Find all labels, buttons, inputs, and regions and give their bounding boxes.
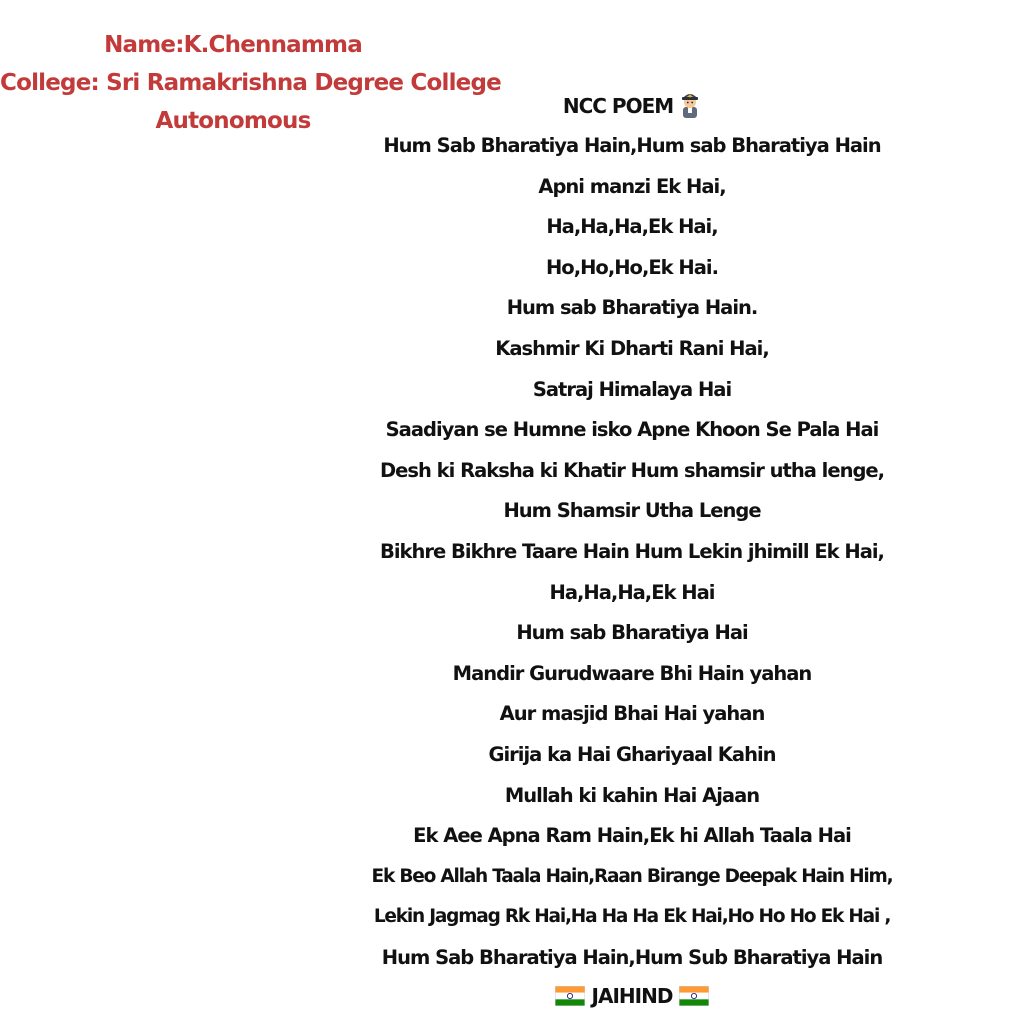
college-name: College: Sri Ramakrishna Degree College: [0, 70, 501, 96]
poem: [300, 86, 964, 1014]
poem-line: Hum sab Bharatiya Hai: [516, 621, 748, 645]
poem-line: Ek Aee Apna Ram Hain,Ek hi Allah Taala Hai: [413, 824, 851, 848]
poem-line: Hum Sab Bharatiya Hain,Hum sab Bharatiya Hain: [383, 134, 881, 157]
poem-line: Hum Sab Bharatiya Hain,Hum Sub Bharatiya Hain: [381, 945, 883, 969]
poem-line: Saadiyan se Humne isko Apne Khoon Se Pala Hai: [385, 418, 879, 442]
poem-line: Ek Beo Allah Taala Hain,Raan Birange Deepak Hain Him,: [371, 865, 893, 887]
poem-line: Kashmir Ki Dharti Rani Hai,: [495, 336, 769, 360]
poem-line: Girija ka Hai Ghariyaal Kahin: [488, 742, 776, 766]
poem-line: Ha,Ha,Ha,Ek Hai: [549, 580, 715, 604]
poem-line: Mandir Gurudwaare Bhi Hain yahan: [452, 661, 812, 685]
author-name: Name:K.Chennamma: [104, 32, 362, 58]
poem-line: Hum sab Bharatiya Hain.: [506, 296, 758, 320]
cadet-emoji-icon: [679, 92, 701, 118]
poem-line: Desh ki Raksha ki Khatir Hum shamsir utha lenge,: [379, 458, 885, 482]
poem-title: NCC POEM: [562, 94, 674, 118]
poem-line: Mullah ki kahin Hai Ajaan: [504, 783, 760, 807]
college-status: Autonomous: [155, 108, 311, 134]
poem-line: Satraj Himalaya Hai: [532, 377, 732, 401]
poem-line: Hum Shamsir Utha Lenge: [503, 499, 761, 523]
closing-row: [300, 978, 964, 1014]
poem-line: Aur masjid Bhai Hai yahan: [499, 702, 765, 726]
poem-line: Bikhre Bikhre Taare Hain Hum Lekin jhimill Ek Hai,: [380, 539, 884, 563]
poem-line: Ha,Ha,Ha,Ek Hai,: [546, 215, 718, 239]
indian-flag-icon: [678, 986, 710, 1006]
poem-line: Lekin Jagmag Rk Hai,Ha Ha Ha Ek Hai,Ho Ho Ho Ek Hai ,: [373, 906, 891, 928]
poem-title-row: [300, 86, 964, 126]
indian-flag-icon: [554, 986, 586, 1006]
poem-line: Ho,Ho,Ho,Ek Hai.: [545, 255, 719, 279]
closing-text: JAIHIND: [591, 984, 673, 1009]
poem-line: Apni manzi Ek Hai,: [538, 174, 726, 198]
